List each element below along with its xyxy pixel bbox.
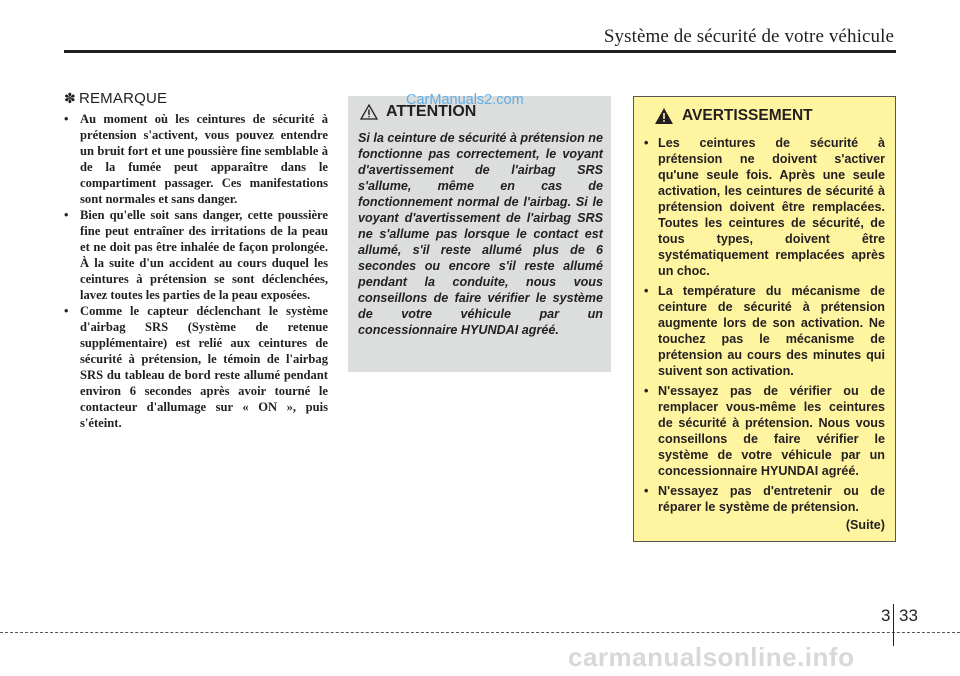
attention-text: Si la ceinture de sécurité à prétension ne fonctionne pas correctement, le voyant d'avertissement de l'airbag SRS s'allume, même en cas de fonctionnement normal de l'airbag. Si le voyant d'avertissement de l'airbag SRS ne s'allume pas lorsque le contact est allumé, s'il reste allumé plus de 6 secondes ou encore s'il reste allumé pendant la conduite, nous vous conseillons de faire vérifier le système de votre véhicule par un concessionnaire HYUNDAI agréé. (358, 131, 603, 337)
continued-label: (Suite) (845, 518, 885, 532)
header-divider (64, 50, 896, 53)
page-number: 33 (899, 606, 918, 625)
warning-list (644, 135, 885, 515)
remarque-list (64, 111, 328, 431)
list-item: • Bien qu'elle soit sans danger, cette poussière fine peut entraîner des irritations de la peau et ne doit pas être inhalée de façon prolongée. À la suite d'un accident au cours duquel les ceintures à prétension se sont déclenchées, lavez toutes les parties de la peau exposées. (64, 208, 328, 302)
star-icon: ✽ (64, 90, 76, 106)
list-item: • Les ceintures de sécurité à prétension ne doivent s'activer qu'une seule fois. Après une seule activation, les ceintures de sécurité à prétension doivent être remplacées. Toutes les ceintures de sécurité, de tous types, doivent être systématiquement remplacées après un choc. (644, 136, 885, 278)
bullet-icon: • (64, 208, 69, 222)
list-item: • N'essayez pas d'entretenir ou de réparer le système de prétension. (644, 484, 885, 514)
list-item: • Au moment où les ceintures de sécurité à prétension s'activent, vous pouvez entendre un bruit fort et une poussière fine semblable à de la fumée peut apparaître dans le compartiment passager. Ces manifestations sont normales et sans danger. (64, 112, 328, 206)
watermark-carmanualsonline[interactable]: carmanualsonline.info (568, 642, 855, 672)
bullet-icon: • (644, 136, 649, 150)
warning-title: AVERTISSEMENT (682, 107, 813, 124)
bullet-icon: • (644, 384, 649, 398)
list-item: • N'essayez pas de vérifier ou de remplacer vous-même les ceintures de sécurité à prétension. Nous vous conseillons de faire vérifier le système de votre véhicule par un concessionnaire HYUNDAI agréé. (644, 384, 885, 478)
page-number-separator (893, 604, 894, 646)
warning-box (633, 96, 896, 542)
attention-title: ATTENTION (386, 103, 477, 120)
watermark-carmanuals2[interactable]: CarManuals2.com (406, 92, 524, 108)
bullet-icon: • (64, 112, 69, 126)
chapter-number: 3 (881, 606, 891, 625)
bullet-icon: • (64, 304, 69, 318)
list-item: • Comme le capteur déclenchant le système d'airbag SRS (Système de retenue supplémentaire) est relié aux ceintures de sécurité à prétension, le témoin de l'airbag SRS du tableau de bord reste allumé pendant environ 6 secondes après avoir tourné le contacteur d'allumage sur « ON », puis s'éteint. (64, 304, 328, 430)
bullet-icon: • (644, 484, 649, 498)
bullet-icon: • (644, 284, 649, 298)
attention-box (348, 96, 611, 372)
remarque-section (64, 90, 328, 431)
warning-heading (654, 105, 885, 127)
list-item: • La température du mécanisme de ceinture de sécurité à prétension augmente lors de son activation. Ne touchez pas le mécanisme de prétension au cours des minutes qui suivent son activation. (644, 284, 885, 378)
remarque-heading (64, 90, 328, 107)
footer-divider (0, 632, 960, 633)
remarque-title: REMARQUE (78, 90, 168, 107)
page-header-title: Système de sécurité de votre véhicule (603, 26, 894, 47)
warning-triangle-filled-icon (654, 107, 674, 125)
warning-triangle-icon (360, 104, 378, 120)
